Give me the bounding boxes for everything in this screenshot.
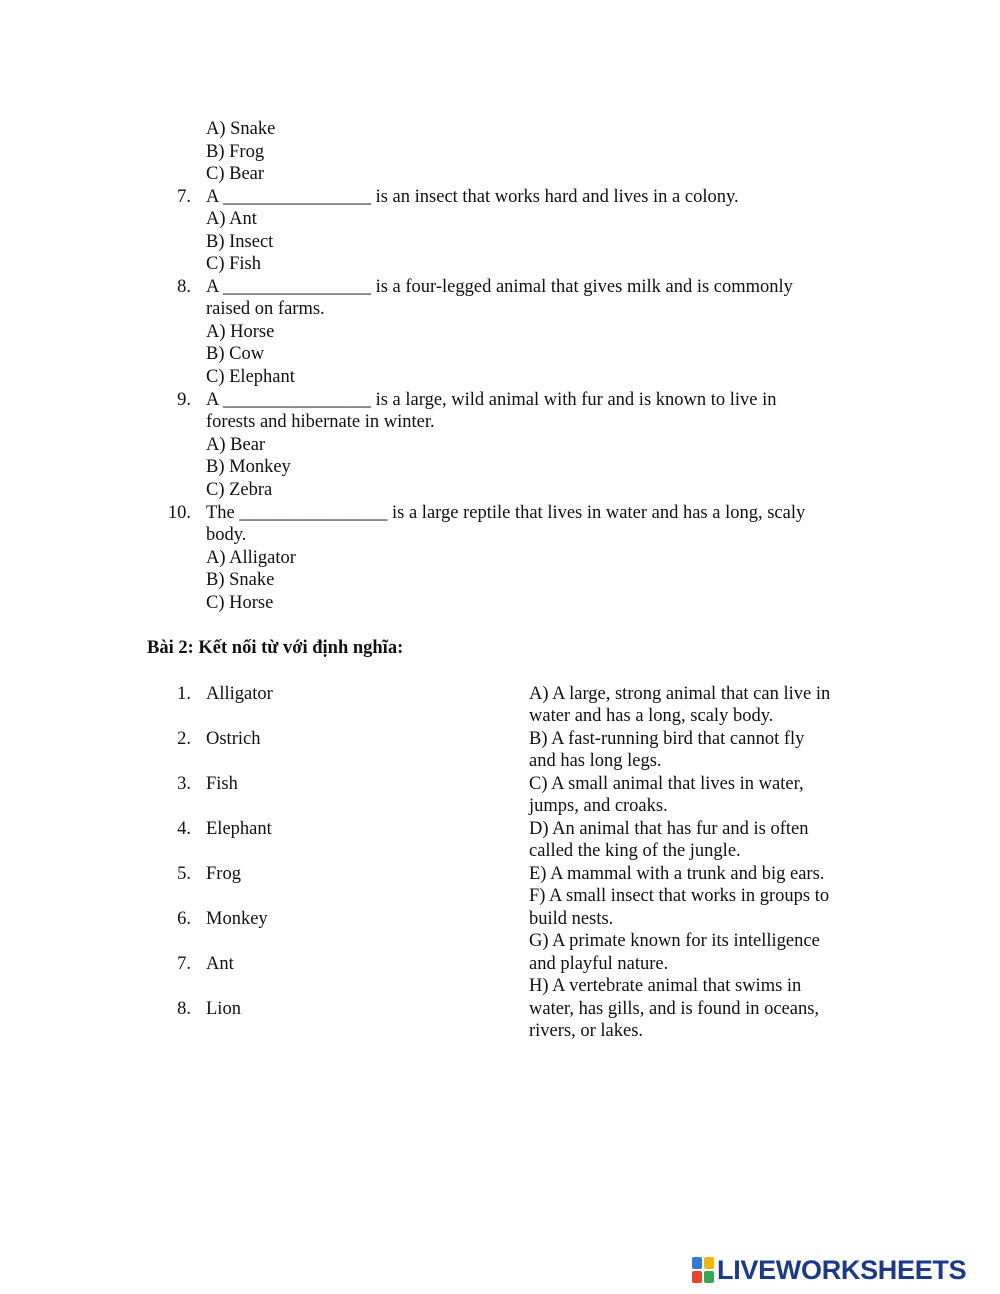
q7-text: A ________________ is an insect that works hard and lives in a colony. xyxy=(206,187,739,207)
q9-option-c[interactable]: C) Zebra xyxy=(206,480,273,500)
q6-option-c[interactable]: C) Bear xyxy=(206,164,265,184)
definition-line[interactable]: E) A mammal with a trunk and big ears. xyxy=(529,864,825,884)
q10-option-b[interactable]: B) Snake xyxy=(206,570,275,590)
q10-option-a[interactable]: A) Alligator xyxy=(206,548,296,568)
definition-line[interactable]: and playful nature. xyxy=(529,954,669,974)
q10-number: 10. xyxy=(167,503,191,523)
word-item[interactable]: Elephant xyxy=(206,819,272,839)
q9-text-line2: forests and hibernate in winter. xyxy=(206,412,435,432)
q6-option-a[interactable]: A) Snake xyxy=(206,119,276,139)
definition-line[interactable]: B) A fast-running bird that cannot fly xyxy=(529,729,805,749)
section2-heading: Bài 2: Kết nối từ với định nghĩa: xyxy=(147,638,404,658)
q10-option-c: C) Horse xyxy=(206,593,274,613)
q7-option-a[interactable]: A) Ant xyxy=(206,209,257,229)
word-item[interactable]: Lion xyxy=(206,999,241,1019)
definition-line[interactable]: water, has gills, and is found in oceans, xyxy=(529,999,820,1019)
definition-line[interactable]: F) A small insect that works in groups to xyxy=(529,886,830,906)
q8-option-c[interactable]: C) Elephant xyxy=(206,367,295,387)
q8-text-line2: raised on farms. xyxy=(206,299,325,319)
q8-option-a[interactable]: A) Horse xyxy=(206,322,275,342)
word-number: 7. xyxy=(177,954,191,974)
blocks-icon xyxy=(692,1257,714,1283)
q8-number: 8. xyxy=(177,277,191,297)
word-item[interactable]: Ant xyxy=(206,954,234,974)
q9-option-b[interactable]: B) Monkey xyxy=(206,457,291,477)
q7-number: 7. xyxy=(177,187,191,207)
definition-line[interactable]: G) A primate known for its intelligence xyxy=(529,931,820,951)
definition-line[interactable]: jumps, and croaks. xyxy=(529,796,668,816)
word-number: 4. xyxy=(177,819,191,839)
word-item[interactable]: Alligator xyxy=(206,684,273,704)
word-number: 8. xyxy=(177,999,191,1019)
definition-line[interactable]: C) A small animal that lives in water, xyxy=(529,774,804,794)
liveworksheets-logo xyxy=(692,1254,966,1286)
q10-text-line1: The ________________ is a large reptile that lives in water and has a long, scaly xyxy=(206,503,806,523)
word-number: 1. xyxy=(177,684,191,704)
q9-option-a[interactable]: A) Bear xyxy=(206,435,266,455)
word-number: 3. xyxy=(177,774,191,794)
definition-line[interactable]: build nests. xyxy=(529,909,614,929)
q9-number: 9. xyxy=(177,390,191,410)
q10-text-line2: body. xyxy=(206,525,247,545)
q8-text-line1: A ________________ is a four-legged animal that gives milk and is commonly xyxy=(206,277,793,297)
q7-option-b[interactable]: B) Insect xyxy=(206,232,274,252)
word-item[interactable]: Ostrich xyxy=(206,729,261,749)
definition-line[interactable]: water and has a long, scaly body. xyxy=(529,706,774,726)
word-number: 5. xyxy=(177,864,191,884)
word-item[interactable]: Monkey xyxy=(206,909,268,929)
definition-line[interactable]: and has long legs. xyxy=(529,751,662,771)
q6-option-b[interactable]: B) Frog xyxy=(206,142,265,162)
definition-line[interactable]: called the king of the jungle. xyxy=(529,841,741,861)
definition-line[interactable]: A) A large, strong animal that can live in xyxy=(529,684,831,704)
definition-line[interactable]: rivers, or lakes. xyxy=(529,1021,644,1041)
logo-text: LIVEWORKSHEETS xyxy=(717,1254,967,1285)
word-number: 6. xyxy=(177,909,191,929)
q8-option-b[interactable]: B) Cow xyxy=(206,344,265,364)
word-item[interactable]: Frog xyxy=(206,864,241,884)
word-number: 2. xyxy=(177,729,191,749)
word-item[interactable]: Fish xyxy=(206,774,238,794)
definition-line[interactable]: D) An animal that has fur and is often xyxy=(529,819,809,839)
definition-line[interactable]: H) A vertebrate animal that swims in xyxy=(529,976,802,996)
q7-option-c[interactable]: C) Fish xyxy=(206,254,262,274)
q9-text-line1: A ________________ is a large, wild animal with fur and is known to live in xyxy=(206,390,777,410)
